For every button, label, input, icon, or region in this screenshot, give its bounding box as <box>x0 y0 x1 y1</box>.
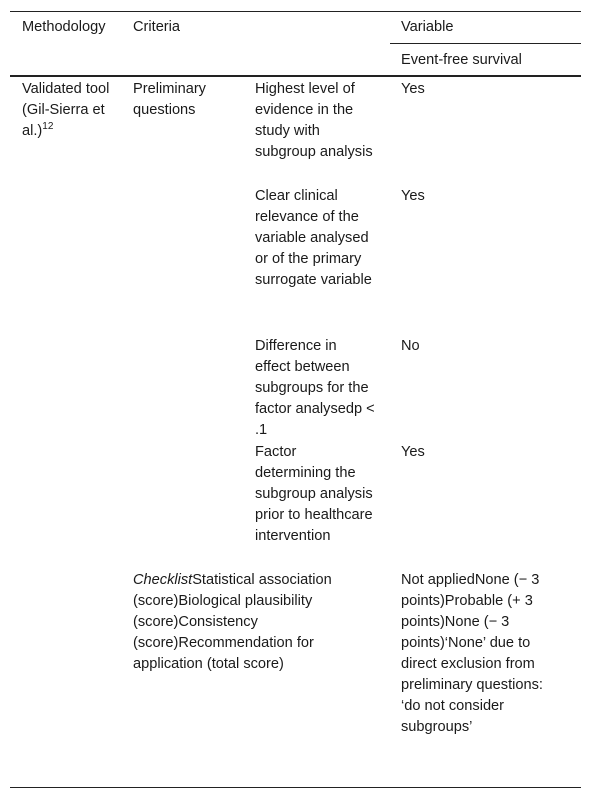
methodology-cell <box>22 79 122 142</box>
value-3: No <box>401 338 420 354</box>
criterion-3: Difference in effect between subgroups for the factor analysedp < .1 <box>255 338 375 438</box>
header-criteria: Criteria <box>133 19 181 35</box>
methodology-label: Validated tool (Gil-Sierra et al.) <box>22 81 110 139</box>
checklist-cell <box>133 570 387 675</box>
checklist-value: Not appliedNone (− 3 points)Probable (+ 3 points)None (− 3 points)‘None’ due to direct exclusion from preliminary questions: ‘do not consider subgroups’ <box>401 572 543 735</box>
preliminary-questions-label: Preliminary questions <box>133 81 206 118</box>
table-top-rule <box>10 11 581 12</box>
criterion-1: Highest level of evidence in the study with subgroup analysis <box>255 81 373 160</box>
header-bottom-rule <box>10 75 581 77</box>
value-4: Yes <box>401 444 425 460</box>
checklist-criteria: Statistical association (score)Biological plausibility (score)Consistency (score)Recommendation for application (total score) <box>133 572 332 672</box>
table-bottom-rule <box>10 787 581 788</box>
value-1: Yes <box>401 81 425 97</box>
checklist-title: Checklist <box>133 572 193 588</box>
value-2: Yes <box>401 188 425 204</box>
header-event-free-survival: Event-free survival <box>401 52 522 68</box>
header-methodology: Methodology <box>22 19 106 35</box>
variable-underline-rule <box>390 43 581 44</box>
header-variable: Variable <box>401 19 454 35</box>
criterion-2: Clear clinical relevance of the variable analysed or of the primary surrogate variable <box>255 188 372 288</box>
reference-superscript: 12 <box>42 121 54 133</box>
criterion-4: Factor determining the subgroup analysis prior to healthcare intervention <box>255 444 373 544</box>
